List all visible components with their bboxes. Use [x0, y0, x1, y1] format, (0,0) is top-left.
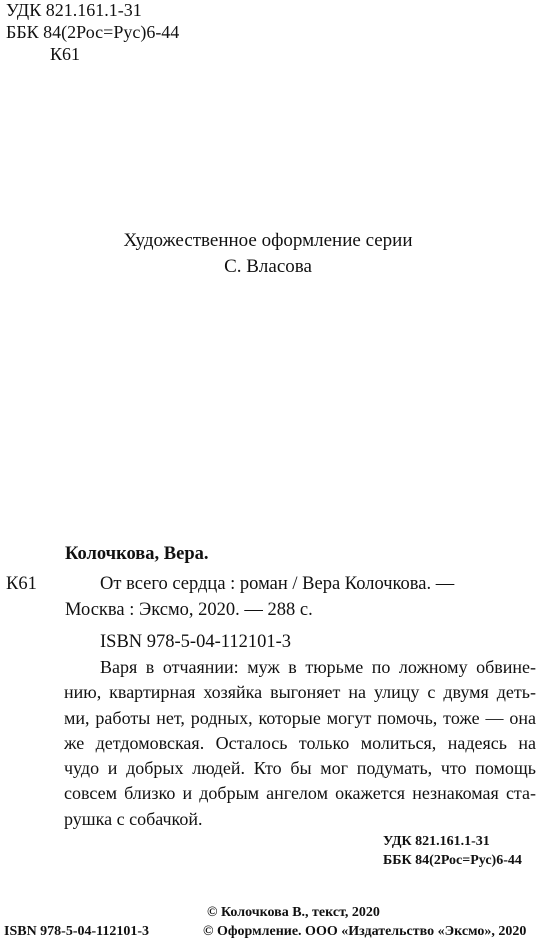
annotation [64, 655, 536, 832]
isbn-footer: ISBN 978-5-04-112101-3 [4, 924, 150, 939]
author-mark-top: К61 [50, 44, 81, 64]
annotation-line: нию, квартирная хозяйка выгоняет на улицу с двумя деть- [64, 682, 536, 703]
annotation-line: же детдомовская. Осталось только молиться, надеясь на [64, 732, 536, 753]
design-credit-line: Художественное оформление серии [123, 230, 413, 251]
annotation-line: чудо и добрых людей. Кто бы мог подумать, что помощь [64, 758, 536, 779]
title-line-2: Москва : Эксмо, 2020. — 288 с. [65, 600, 313, 620]
udk-code-footer: УДК 821.161.1-31 [383, 834, 490, 849]
annotation-line: совсем близко и добрым ангелом окажется незнакомая ста- [64, 783, 536, 804]
title-line-1: От всего сердца : роман / Вера Колочкова. — [100, 574, 455, 594]
annotation-line: Варя в отчаянии: муж в тюрьме по ложному обвине- [100, 657, 536, 677]
annotation-line: ми, работы нет, родных, которые могут помочь, тоже — она [64, 707, 536, 728]
copyright-line-1: © Колочкова В., текст, 2020 [207, 905, 380, 920]
bbk-code: ББК 84(2Рос=Рус)6-44 [6, 22, 180, 42]
bbk-code-footer: ББК 84(2Рос=Рус)6-44 [383, 853, 522, 868]
udk-code: УДК 821.161.1-31 [6, 0, 142, 20]
isbn-record: ISBN 978-5-04-112101-3 [100, 632, 291, 652]
annotation-line: рушка с собачкой. [64, 808, 203, 829]
author-mark-record: К61 [6, 574, 37, 594]
author-heading: Колочкова, Вера. [65, 544, 209, 564]
designer-name: С. Власова [224, 256, 312, 277]
copyright-line-2: © Оформление. ООО «Издательство «Эксмо», 2020 [203, 924, 527, 939]
